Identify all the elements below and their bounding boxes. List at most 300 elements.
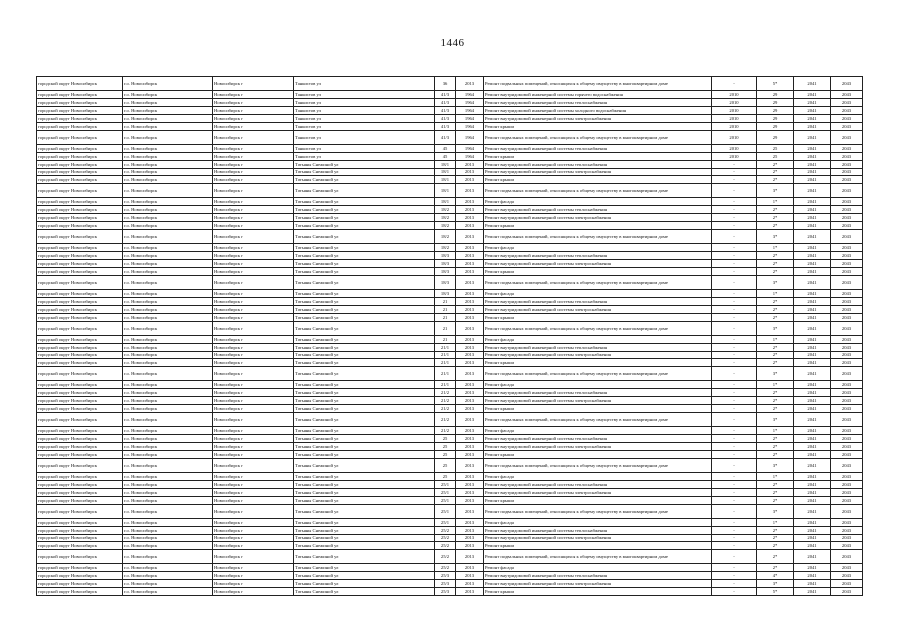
last-repair-year-cell: - [712,260,757,268]
work-type-cell: Ремонт крыши [484,359,712,367]
city-cell: Новосибирск г [213,168,294,176]
settlement-cell: г.о. Новосибирск [123,130,213,144]
wear-cell: 2* [757,435,794,443]
table-row [37,504,863,518]
last-repair-year-cell: - [712,480,757,488]
year-built-cell: 2013 [456,367,484,381]
last-repair-year-cell: - [712,305,757,313]
year-built-cell: 1964 [456,122,484,130]
city-cell: Новосибирск г [213,297,294,305]
municipality-cell: городской округ Новосибирск [37,313,123,321]
wear-cell: 2* [757,389,794,397]
year-built-cell: 2013 [456,321,484,335]
settlement-cell: г.о. Новосибирск [123,275,213,289]
street-cell: Татьяны Снежиной ул [294,176,435,184]
municipality-cell: городской округ Новосибирск [37,222,123,230]
house-number-cell: 18/1 [435,184,456,198]
plan-start-cell: 2041 [794,427,831,435]
work-type-cell: Ремонт крыши [484,588,712,596]
house-number-cell: 25/1 [435,518,456,526]
table-row [37,564,863,572]
plan-start-cell: 2041 [794,458,831,472]
last-repair-year-cell: - [712,367,757,381]
street-cell: Танкистов ул [294,122,435,130]
plan-end-cell: 2043 [831,542,863,550]
municipality-cell: городской округ Новосибирск [37,435,123,443]
municipality-cell: городской округ Новосибирск [37,214,123,222]
plan-start-cell: 2041 [794,335,831,343]
work-type-cell: Ремонт подвальных помещений, относящихся к общему имуществу в многоквартирном доме [484,550,712,564]
work-type-cell: Ремонт фасада [484,427,712,435]
table-row [37,359,863,367]
work-type-cell: Ремонт внутридомовой инженерной системы электроснабжения [484,114,712,122]
year-built-cell: 1964 [456,144,484,152]
street-cell: Татьяны Снежиной ул [294,542,435,550]
table-row [37,106,863,114]
table-row [37,458,863,472]
work-type-cell: Ремонт фасада [484,289,712,297]
municipality-cell: городской округ Новосибирск [37,526,123,534]
plan-end-cell: 2043 [831,289,863,297]
settlement-cell: г.о. Новосибирск [123,397,213,405]
street-cell: Татьяны Снежиной ул [294,367,435,381]
table-row [37,176,863,184]
last-repair-year-cell: - [712,427,757,435]
street-cell: Татьяны Снежиной ул [294,518,435,526]
settlement-cell: г.о. Новосибирск [123,480,213,488]
plan-end-cell: 2043 [831,389,863,397]
municipality-cell: городской округ Новосибирск [37,297,123,305]
plan-end-cell: 2043 [831,458,863,472]
year-built-cell: 1964 [456,152,484,160]
table-row [37,122,863,130]
last-repair-year-cell: - [712,297,757,305]
municipality-cell: городской округ Новосибирск [37,206,123,214]
street-cell: Татьяны Снежиной ул [294,297,435,305]
table-row [37,472,863,480]
settlement-cell: г.о. Новосибирск [123,472,213,480]
city-cell: Новосибирск г [213,99,294,107]
table-row [37,542,863,550]
plan-end-cell: 2043 [831,450,863,458]
municipality-cell: городской округ Новосибирск [37,359,123,367]
year-built-cell: 2013 [456,267,484,275]
plan-start-cell: 2041 [794,588,831,596]
house-number-cell: 25/1 [435,496,456,504]
plan-start-cell: 2041 [794,564,831,572]
city-cell: Новосибирск г [213,504,294,518]
settlement-cell: г.о. Новосибирск [123,260,213,268]
table-row [37,267,863,275]
plan-start-cell: 2041 [794,267,831,275]
year-built-cell: 1964 [456,91,484,99]
plan-end-cell: 2043 [831,230,863,244]
municipality-cell: городской округ Новосибирск [37,130,123,144]
city-cell: Новосибирск г [213,480,294,488]
plan-start-cell: 2041 [794,413,831,427]
year-built-cell: 2013 [456,458,484,472]
last-repair-year-cell: - [712,588,757,596]
last-repair-year-cell: - [712,313,757,321]
city-cell: Новосибирск г [213,458,294,472]
street-cell: Татьяны Снежиной ул [294,480,435,488]
street-cell: Татьяны Снежиной ул [294,321,435,335]
plan-start-cell: 2041 [794,542,831,550]
year-built-cell: 2013 [456,260,484,268]
wear-cell: 3* [757,367,794,381]
wear-cell: 2* [757,550,794,564]
municipality-cell: городской округ Новосибирск [37,77,123,91]
municipality-cell: городской округ Новосибирск [37,106,123,114]
plan-end-cell: 2043 [831,413,863,427]
work-type-cell: Ремонт внутридомовой инженерной системы теплоснабжения [484,252,712,260]
year-built-cell: 2013 [456,550,484,564]
settlement-cell: г.о. Новосибирск [123,305,213,313]
street-cell: Татьяны Снежиной ул [294,230,435,244]
work-type-cell: Ремонт крыши [484,405,712,413]
work-type-cell: Ремонт внутридомовой инженерной системы теплоснабжения [484,480,712,488]
work-type-cell: Ремонт подвальных помещений, относящихся к общему имуществу в многоквартирном доме [484,321,712,335]
house-number-cell: 25 [435,472,456,480]
city-cell: Новосибирск г [213,214,294,222]
wear-cell: 2* [757,405,794,413]
year-built-cell: 2013 [456,198,484,206]
wear-cell: 3* [757,184,794,198]
table-row [37,297,863,305]
city-cell: Новосибирск г [213,564,294,572]
wear-cell: 2* [757,443,794,451]
table-row [37,343,863,351]
table-row [37,580,863,588]
work-type-cell: Ремонт фасада [484,472,712,480]
plan-end-cell: 2043 [831,160,863,168]
table-row [37,244,863,252]
house-number-cell: 21/1 [435,381,456,389]
last-repair-year-cell: - [712,168,757,176]
work-type-cell: Ремонт внутридомовой инженерной системы теплоснабжения [484,343,712,351]
work-type-cell: Ремонт подвальных помещений, относящихся к общему имуществу в многоквартирном доме [484,367,712,381]
year-built-cell: 2013 [456,480,484,488]
table-row [37,435,863,443]
plan-end-cell: 2043 [831,184,863,198]
work-type-cell: Ремонт фасада [484,564,712,572]
house-number-cell: 25 [435,443,456,451]
plan-end-cell: 2043 [831,252,863,260]
settlement-cell: г.о. Новосибирск [123,405,213,413]
work-type-cell: Ремонт крыши [484,313,712,321]
house-number-cell: 21/2 [435,413,456,427]
table-row [37,160,863,168]
plan-end-cell: 2043 [831,367,863,381]
wear-cell: 25 [757,144,794,152]
settlement-cell: г.о. Новосибирск [123,572,213,580]
year-built-cell: 2013 [456,472,484,480]
year-built-cell: 2013 [456,313,484,321]
table-row [37,275,863,289]
year-built-cell: 2013 [456,496,484,504]
municipality-cell: городской округ Новосибирск [37,397,123,405]
settlement-cell: г.о. Новосибирск [123,297,213,305]
plan-start-cell: 2041 [794,534,831,542]
last-repair-year-cell: - [712,496,757,504]
plan-end-cell: 2043 [831,351,863,359]
table-row [37,230,863,244]
plan-end-cell: 2043 [831,504,863,518]
plan-end-cell: 2043 [831,77,863,91]
wear-cell: 3* [757,275,794,289]
street-cell: Татьяны Снежиной ул [294,435,435,443]
plan-end-cell: 2043 [831,305,863,313]
plan-start-cell: 2041 [794,114,831,122]
city-cell: Новосибирск г [213,359,294,367]
year-built-cell: 2013 [456,435,484,443]
settlement-cell: г.о. Новосибирск [123,335,213,343]
plan-end-cell: 2043 [831,496,863,504]
year-built-cell: 2013 [456,450,484,458]
settlement-cell: г.о. Новосибирск [123,450,213,458]
work-type-cell: Ремонт внутридомовой инженерной системы теплоснабжения [484,572,712,580]
table-row [37,144,863,152]
municipality-cell: городской округ Новосибирск [37,550,123,564]
table-row [37,550,863,564]
street-cell: Татьяны Снежиной ул [294,198,435,206]
municipality-cell: городской округ Новосибирск [37,351,123,359]
plan-start-cell: 2041 [794,230,831,244]
year-built-cell: 2013 [456,427,484,435]
city-cell: Новосибирск г [213,588,294,596]
wear-cell: 2* [757,397,794,405]
last-repair-year-cell: - [712,252,757,260]
last-repair-year-cell: - [712,267,757,275]
city-cell: Новосибирск г [213,518,294,526]
house-number-cell: 21/1 [435,351,456,359]
plan-start-cell: 2041 [794,343,831,351]
city-cell: Новосибирск г [213,321,294,335]
work-type-cell: Ремонт подвальных помещений, относящихся к общему имуществу в многоквартирном доме [484,458,712,472]
wear-cell: 2* [757,480,794,488]
street-cell: Танкистов ул [294,144,435,152]
city-cell: Новосибирск г [213,91,294,99]
municipality-cell: городской округ Новосибирск [37,168,123,176]
wear-cell: 2* [757,542,794,550]
wear-cell: 29 [757,114,794,122]
wear-cell: 4* [757,572,794,580]
city-cell: Новосибирск г [213,542,294,550]
wear-cell: 5* [757,588,794,596]
plan-end-cell: 2043 [831,480,863,488]
settlement-cell: г.о. Новосибирск [123,351,213,359]
street-cell: Татьяны Снежиной ул [294,504,435,518]
work-type-cell: Ремонт подвальных помещений, относящихся к общему имуществу в многоквартирном доме [484,275,712,289]
settlement-cell: г.о. Новосибирск [123,77,213,91]
wear-cell: 2* [757,564,794,572]
year-built-cell: 2013 [456,405,484,413]
house-number-cell: 45 [435,152,456,160]
settlement-cell: г.о. Новосибирск [123,230,213,244]
work-type-cell: Ремонт внутридомовой инженерной системы электроснабжения [484,488,712,496]
year-built-cell: 2013 [456,488,484,496]
municipality-cell: городской округ Новосибирск [37,343,123,351]
plan-start-cell: 2041 [794,222,831,230]
wear-cell: 1* [757,427,794,435]
plan-end-cell: 2043 [831,267,863,275]
last-repair-year-cell: - [712,580,757,588]
house-number-cell: 25/2 [435,542,456,550]
plan-start-cell: 2041 [794,144,831,152]
year-built-cell: 2013 [456,518,484,526]
municipality-cell: городской округ Новосибирск [37,427,123,435]
table-row [37,222,863,230]
last-repair-year-cell: - [712,534,757,542]
year-built-cell: 2013 [456,184,484,198]
table-row [37,289,863,297]
house-number-cell: 25/3 [435,588,456,596]
last-repair-year-cell: 2010 [712,106,757,114]
plan-end-cell: 2043 [831,518,863,526]
house-number-cell: 18/2 [435,230,456,244]
street-cell: Татьяны Снежиной ул [294,244,435,252]
plan-start-cell: 2041 [794,480,831,488]
plan-start-cell: 2041 [794,397,831,405]
municipality-cell: городской округ Новосибирск [37,91,123,99]
last-repair-year-cell: - [712,504,757,518]
year-built-cell: 2013 [456,289,484,297]
work-type-cell: Ремонт крыши [484,152,712,160]
last-repair-year-cell: - [712,450,757,458]
municipality-cell: городской округ Новосибирск [37,381,123,389]
city-cell: Новосибирск г [213,397,294,405]
last-repair-year-cell: - [712,572,757,580]
city-cell: Новосибирск г [213,427,294,435]
work-type-cell: Ремонт подвальных помещений, относящихся к общему имуществу в многоквартирном доме [484,230,712,244]
city-cell: Новосибирск г [213,343,294,351]
work-type-cell: Ремонт внутридомовой инженерной системы электроснабжения [484,443,712,451]
last-repair-year-cell: - [712,381,757,389]
last-repair-year-cell: - [712,564,757,572]
settlement-cell: г.о. Новосибирск [123,343,213,351]
plan-start-cell: 2041 [794,305,831,313]
year-built-cell: 2013 [456,351,484,359]
wear-cell: 3* [757,458,794,472]
table-row [37,443,863,451]
last-repair-year-cell: - [712,184,757,198]
year-built-cell: 2013 [456,572,484,580]
table-row [37,130,863,144]
city-cell: Новосибирск г [213,77,294,91]
settlement-cell: г.о. Новосибирск [123,168,213,176]
work-type-cell: Ремонт фасада [484,335,712,343]
wear-cell: 1* [757,289,794,297]
municipality-cell: городской округ Новосибирск [37,160,123,168]
work-type-cell: Ремонт внутридомовой инженерной системы теплоснабжения [484,435,712,443]
street-cell: Татьяны Снежиной ул [294,580,435,588]
settlement-cell: г.о. Новосибирск [123,496,213,504]
municipality-cell: городской округ Новосибирск [37,184,123,198]
settlement-cell: г.о. Новосибирск [123,413,213,427]
plan-start-cell: 2041 [794,91,831,99]
municipality-cell: городской округ Новосибирск [37,588,123,596]
plan-end-cell: 2043 [831,222,863,230]
settlement-cell: г.о. Новосибирск [123,91,213,99]
street-cell: Татьяны Снежиной ул [294,267,435,275]
last-repair-year-cell: - [712,222,757,230]
plan-end-cell: 2043 [831,198,863,206]
plan-end-cell: 2043 [831,381,863,389]
house-number-cell: 25/2 [435,550,456,564]
table-row [37,198,863,206]
city-cell: Новосибирск г [213,472,294,480]
wear-cell: 2* [757,222,794,230]
house-number-cell: 25 [435,458,456,472]
last-repair-year-cell: - [712,206,757,214]
table-row [37,114,863,122]
year-built-cell: 2013 [456,580,484,588]
street-cell: Татьяны Снежиной ул [294,275,435,289]
wear-cell: 2* [757,450,794,458]
plan-start-cell: 2041 [794,488,831,496]
wear-cell: 1* [757,381,794,389]
municipality-cell: городской округ Новосибирск [37,518,123,526]
plan-end-cell: 2043 [831,244,863,252]
house-number-cell: 36 [435,77,456,91]
wear-cell: 3* [757,580,794,588]
street-cell: Татьяны Снежиной ул [294,214,435,222]
wear-cell: 2* [757,526,794,534]
plan-end-cell: 2043 [831,106,863,114]
settlement-cell: г.о. Новосибирск [123,359,213,367]
year-built-cell: 2013 [456,359,484,367]
street-cell: Татьяны Снежиной ул [294,397,435,405]
work-type-cell: Ремонт крыши [484,450,712,458]
plan-end-cell: 2043 [831,313,863,321]
work-type-cell: Ремонт внутридомовой инженерной системы теплоснабжения [484,160,712,168]
city-cell: Новосибирск г [213,230,294,244]
house-number-cell: 21/2 [435,427,456,435]
city-cell: Новосибирск г [213,305,294,313]
last-repair-year-cell: - [712,389,757,397]
street-cell: Татьяны Снежиной ул [294,289,435,297]
table-row [37,496,863,504]
house-number-cell: 25/1 [435,504,456,518]
plan-start-cell: 2041 [794,472,831,480]
last-repair-year-cell: - [712,488,757,496]
municipality-cell: городской округ Новосибирск [37,480,123,488]
house-number-cell: 25/1 [435,480,456,488]
year-built-cell: 2013 [456,564,484,572]
street-cell: Татьяны Снежиной ул [294,450,435,458]
work-type-cell: Ремонт внутридомовой инженерной системы теплоснабжения [484,297,712,305]
year-built-cell: 1964 [456,99,484,107]
municipality-cell: городской округ Новосибирск [37,99,123,107]
work-type-cell: Ремонт внутридомовой инженерной системы холодного водоснабжения [484,106,712,114]
table-row [37,480,863,488]
last-repair-year-cell: - [712,289,757,297]
house-number-cell: 41/3 [435,114,456,122]
street-cell: Татьяны Снежиной ул [294,184,435,198]
city-cell: Новосибирск г [213,488,294,496]
settlement-cell: г.о. Новосибирск [123,222,213,230]
table-row [37,252,863,260]
last-repair-year-cell: - [712,343,757,351]
plan-start-cell: 2041 [794,572,831,580]
settlement-cell: г.о. Новосибирск [123,321,213,335]
plan-end-cell: 2043 [831,580,863,588]
work-type-cell: Ремонт внутридомовой инженерной системы электроснабжения [484,580,712,588]
city-cell: Новосибирск г [213,405,294,413]
house-number-cell: 25/2 [435,526,456,534]
city-cell: Новосибирск г [213,435,294,443]
city-cell: Новосибирск г [213,206,294,214]
